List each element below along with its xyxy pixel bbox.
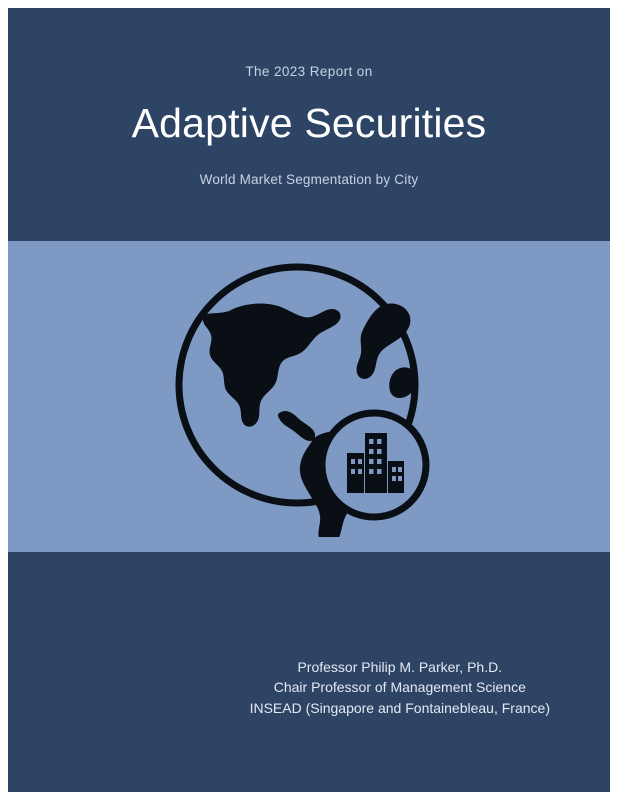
page-title: Adaptive Securities (131, 100, 487, 146)
globe-with-city-buildings-icon (169, 257, 449, 537)
book-cover (8, 8, 610, 792)
cover-author-band (8, 552, 610, 792)
cover-illustration-band (8, 241, 610, 552)
author-block (250, 657, 550, 718)
author-role: Chair Professor of Management Science (273, 679, 526, 696)
cover-subtitle: World Market Segmentation by City (199, 172, 419, 188)
author-affiliation: INSEAD (Singapore and Fontainebleau, France) (249, 699, 550, 716)
author-name: Professor Philip M. Parker, Ph.D. (297, 659, 503, 675)
cover-title-band (8, 8, 610, 241)
cover-eyebrow: The 2023 Report on (245, 64, 373, 79)
